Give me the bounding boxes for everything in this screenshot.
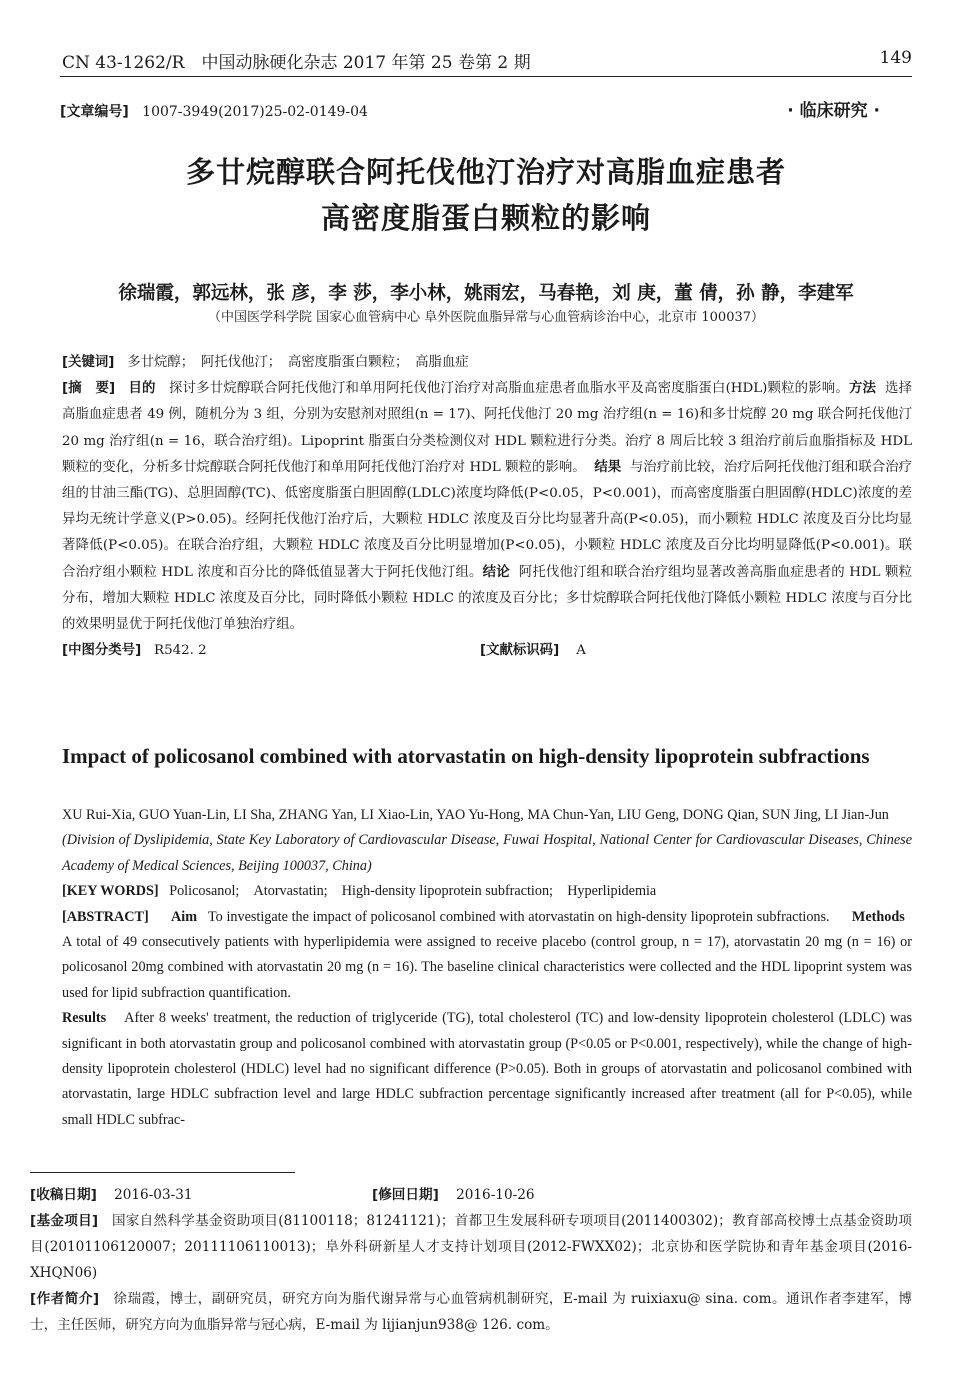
clc-value: R542. 2 bbox=[153, 643, 207, 659]
article-number bbox=[60, 101, 368, 121]
abstract-cn-block bbox=[62, 350, 912, 664]
abstract-en-results: After 8 weeks' treatment, the reduction of triglyceride (TG), total cholesterol (TC) and low-density lipoprotein cholesterol (LDLC) was significant in both atorvastatin group and policosanol combined with atorvastatin group (P<0.05 or P<0.001, respectively), while the change of high-density lipoprotein cholesterol (HDLC) level had no significant difference (P>0.05). Both in groups of atorvastatin and policosanol combined with atorvastatin, large HDLC subfraction level and large HDLC subfraction percentage significantly increased after treatment (all for P<0.05), while small HDLC subfrac- bbox=[62, 1010, 913, 1128]
fund-label: [基金项目] bbox=[30, 1213, 99, 1229]
doc-value: A bbox=[576, 643, 586, 659]
abstract-en-methods-label: Methods bbox=[851, 908, 905, 925]
affiliation-cn: （中国医学科学院 国家心血管病中心 阜外医院血脂异常与心血管病诊治中心，北京市 100037） bbox=[207, 310, 765, 325]
abstract-en-methods: A total of 49 consecutively patients with hyperlipidemia were assigned to receive placebo (control group, n = 17), atorvastatin 20 mg (n = 16) or policosanol 20mg combined with atorvastatin 20 mg (n = 16). The baseline clinical characteristics were collected and the HDL lipoprint system was used for lipid subfraction quantification. bbox=[62, 934, 912, 1001]
abstract-cn-methods: 选择高脂血症患者 49 例，随机分为 3 组，分别为安慰剂对照组(n = 17)、阿托伐他汀 20 mg 治疗组(n = 16)和多廿烷醇 20 mg 联合阿托伐他汀 20 mg 治疗组(n = 16，联合治疗组)。Lipoprint 脂蛋白分类检测仪对 HDL 颗粒进行分类。治疗 8 周后比较 3 组治疗前后血脂指标及 HDL 颗粒的变化，分析多廿烷醇联合阿托伐他汀和单用阿托伐他汀治疗对 HDL 颗粒的影响。 bbox=[62, 381, 912, 475]
title-cn-line2: 高密度脂蛋白颗粒的影响 bbox=[320, 201, 651, 235]
page-number: 149 bbox=[879, 48, 912, 68]
footnotes bbox=[30, 1182, 912, 1338]
authors-en: XU Rui-Xia, GUO Yuan-Lin, LI Sha, ZHANG Yan, LI Xiao-Lin, YAO Yu-Hong, MA Chun-Yan, LIU Geng, DONG Qian, SUN Jing, LI Jian-Jun bbox=[62, 807, 889, 823]
abstract-cn-conclusion-label: 结论 bbox=[482, 564, 510, 580]
author-note bbox=[30, 1286, 912, 1338]
author-value: 徐瑞霞，博士，副研究员，研究方向为脂代谢异常与心血管病机制研究，E-mail 为 ruixiaxu@ sina. com。通讯作者李建军，博士，主任医师，研究方向为血脂异常与冠心病，E-mail 为 lijianjun938@ 126. com。 bbox=[30, 1291, 912, 1333]
abstract-cn-aim-label: 目的 bbox=[128, 381, 156, 397]
affiliation-en: (Division of Dyslipidemia, State Key Laboratory of Cardiovascular Disease, Fuwai Hospital, National Center for Cardiovascular Diseases, Chinese Academy of Medical Sciences, Beijing 100037, China) bbox=[62, 832, 912, 874]
footnote-rule bbox=[30, 1172, 295, 1173]
abstract-en-aim-label: Aim bbox=[171, 908, 198, 925]
doc-label: [文献标识码] bbox=[480, 643, 560, 659]
author-label: [作者简介] bbox=[30, 1291, 100, 1307]
fund-value: 国家自然科学基金资助项目(81100118；81241121)；首都卫生发展科研专项项目(2011400302)；教育部高校博士点基金资助项目(20101106120007；20111106110013)；阜外科研新星人才支持计划项目(2012-FWXX02)；北京协和医学院协和青年基金项目(2016-XHQN06) bbox=[30, 1213, 912, 1281]
abstract-en-label: [ABSTRACT] bbox=[62, 908, 149, 925]
article-number-value: 1007-3949(2017)25-02-0149-04 bbox=[142, 104, 368, 120]
keywords-en-text: Policosanol; Atorvastatin; High-density lipoprotein subfraction; Hyperlipidemia bbox=[169, 883, 657, 900]
abstract-en-block bbox=[62, 803, 912, 1133]
revised-value: 2016-10-26 bbox=[456, 1187, 535, 1203]
revised-date bbox=[372, 1182, 535, 1208]
clc-label: [中图分类号] bbox=[62, 643, 142, 659]
abstract-cn-results: 与治疗前比较，治疗后阿托伐他汀组和联合治疗组的甘油三酯(TG)、总胆固醇(TC)、低密度脂蛋白胆固醇(LDLC)浓度均降低(P<0.05，P<0.001)，而高密度脂蛋白胆固醇(HDLC)浓度的差异均无统计学意义(P>0.05)。经阿托伐他汀治疗后，大颗粒 HDLC 浓度及百分比均显著升高(P<0.05)，而小颗粒 HDLC 浓度及百分比均显著降低(P<0.05)。在联合治疗组，大颗粒 HDLC 浓度及百分比明显增加(P<0.05)，小颗粒 HDLC 浓度及百分比均明显降低(P<0.001)。联合治疗组小颗粒 HDL 浓度和百分比的降低值显著大于阿托伐他汀组。 bbox=[62, 459, 913, 580]
keywords-en-label: [KEY WORDS] bbox=[62, 883, 159, 900]
abstract-cn-aim: 探讨多廿烷醇联合阿托伐他汀和单用阿托伐他汀治疗对高脂血症患者血脂水平及高密度脂蛋白(HDL)颗粒的影响。 bbox=[168, 381, 849, 397]
abstract-en-results-para bbox=[62, 1006, 912, 1133]
classification-row bbox=[62, 638, 912, 664]
keywords-cn-label: [关键词] bbox=[62, 355, 115, 370]
abstract-cn-label: [摘 要] bbox=[62, 381, 116, 397]
title-en: Impact of policosanol combined with atorvastatin on high-density lipoprotein subfractions bbox=[62, 744, 870, 768]
section-label: · 临床研究 · bbox=[787, 101, 880, 121]
abstract-en-aim: To investigate the impact of policosanol combined with atorvastatin on high-density lipoprotein subfractions. bbox=[207, 908, 830, 925]
fund-note bbox=[30, 1208, 912, 1286]
header-rule bbox=[60, 76, 912, 77]
abstract-en bbox=[62, 905, 912, 1007]
abstract-en-results-label: Results bbox=[62, 1010, 107, 1027]
article-number-label: [文章编号] bbox=[60, 104, 129, 120]
abstract-cn-results-label: 结果 bbox=[594, 459, 622, 475]
keywords-cn bbox=[62, 350, 912, 376]
abstract-cn bbox=[62, 376, 912, 638]
keywords-cn-text: 多廿烷醇； 阿托伐他汀； 高密度脂蛋白颗粒； 高脂血症 bbox=[127, 355, 469, 370]
abstract-cn-conclusion: 阿托伐他汀组和联合治疗组均显著改善高脂血症患者的 HDL 颗粒分布，增加大颗粒 HDLC 浓度及百分比，同时降低小颗粒 HDLC 的浓度及百分比；多廿烷醇联合阿托伐他汀降低小颗粒 HDLC 浓度与百分比的效果明显优于阿托伐他汀单独治疗组。 bbox=[62, 564, 912, 633]
dates-row bbox=[30, 1182, 912, 1208]
received-date bbox=[30, 1182, 193, 1208]
abstract-cn-methods-label: 方法 bbox=[848, 381, 877, 397]
running-header: CN 43-1262/R 中国动脉硬化杂志 2017 年第 25 卷第 2 期 bbox=[62, 53, 531, 73]
clc-code bbox=[62, 638, 207, 664]
authors-cn: 徐瑞霞，郭远林，张 彦，李 莎，李小林，姚雨宏，马春艳，刘 庚，董 倩，孙 静，李建军 bbox=[118, 283, 854, 304]
keywords-en bbox=[62, 879, 912, 904]
revised-label: [修回日期] bbox=[372, 1187, 439, 1203]
received-value: 2016-03-31 bbox=[114, 1187, 193, 1203]
received-label: [收稿日期] bbox=[30, 1187, 97, 1203]
title-cn-line1: 多廿烷醇联合阿托伐他汀治疗对高脂血症患者 bbox=[185, 155, 786, 189]
doc-code bbox=[480, 638, 586, 664]
